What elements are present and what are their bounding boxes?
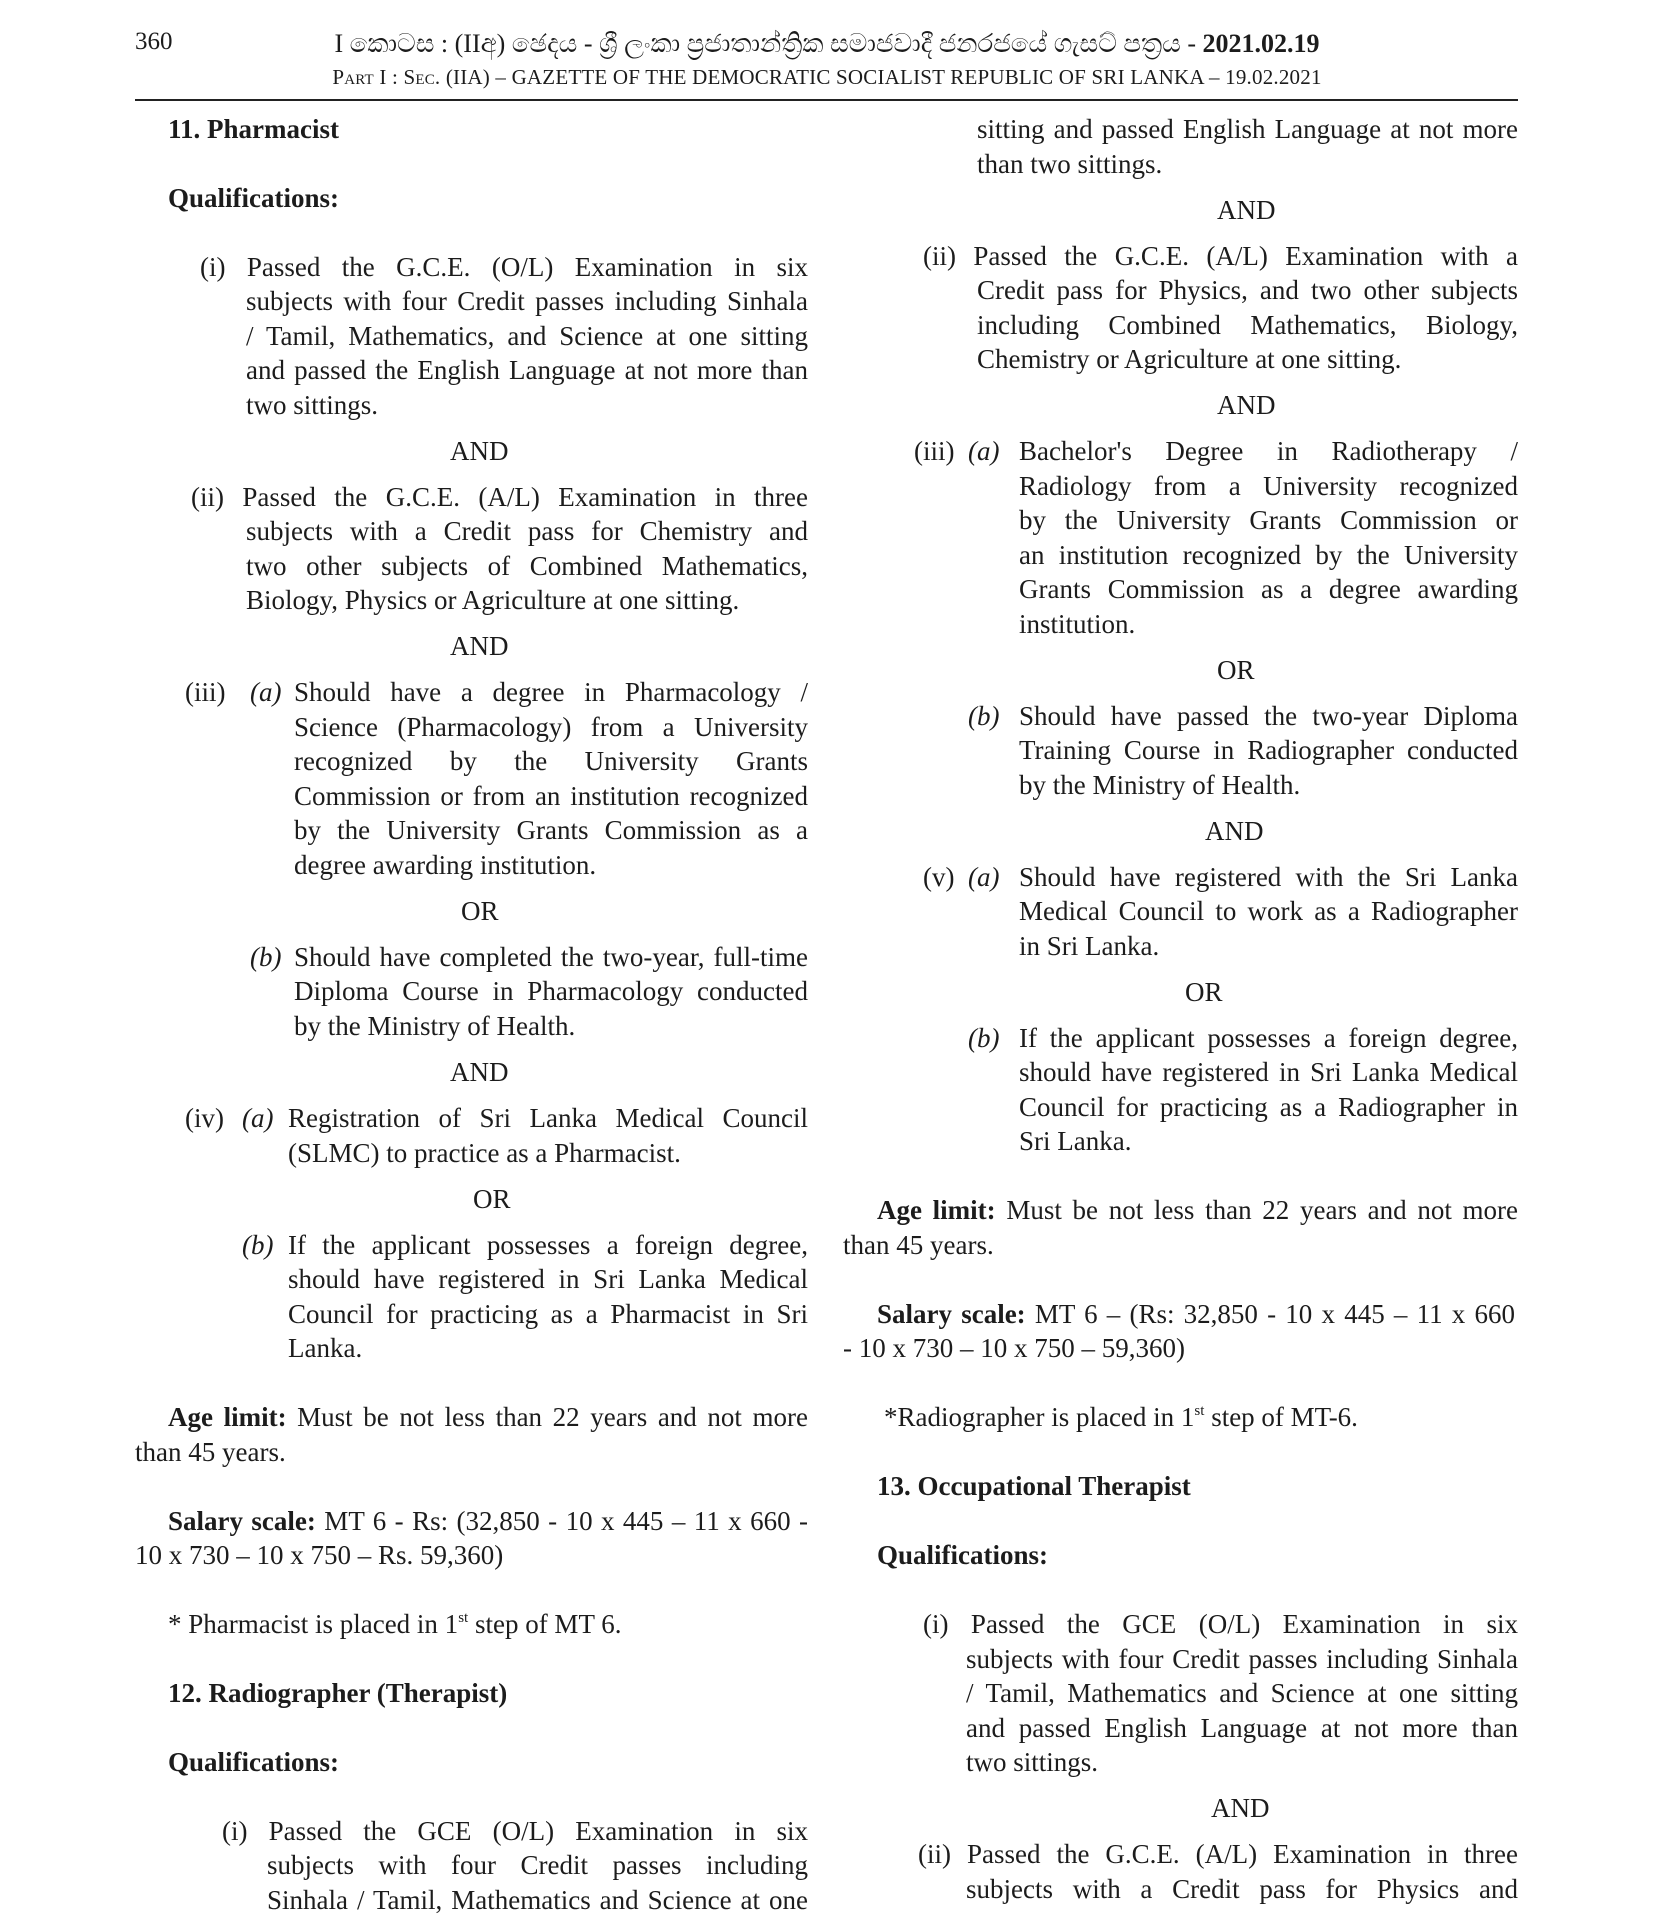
english-header: Part I : Sec. (IIA) – GAZETTE OF THE DEMOCRATIC SOCIALIST REPUBLIC OF SRI LANKA – 19.02.2021 — [332, 65, 1322, 89]
or-separator: OR — [473, 1184, 511, 1214]
section-11-qualifications: Qualifications: — [168, 183, 340, 213]
section-12-qualifications: Qualifications: — [168, 1747, 340, 1777]
or-separator: OR — [1185, 977, 1223, 1007]
section-12-note: *Radiographer is placed in 1st step of MT-6. — [884, 1402, 1358, 1432]
sinhala-date: 2021.02.19 — [1202, 29, 1320, 58]
section-12-heading: 12. Radiographer (Therapist) — [168, 1678, 508, 1708]
or-separator: OR — [1217, 655, 1255, 685]
and-separator: AND — [1211, 1793, 1270, 1823]
and-separator: AND — [450, 436, 509, 466]
section-11-heading: 11. Pharmacist — [168, 114, 339, 144]
sinhala-title: I කොටස : (IIඅ) ඡෙදය - ශ්‍රී ලංකා ප්‍රජාතාන්ත්‍රික සමාජවාදී ජනරජයේ ගැසට් පත්‍රය — [334, 29, 1181, 58]
sinhala-header: I කොටස : (IIඅ) ඡෙදය - ශ්‍රී ලංකා ප්‍රජාතාන්ත්‍රික සමාජවාදී ජනරජයේ ගැසට් පත්‍රය - 2021.02.19 — [334, 29, 1320, 58]
header-rule — [135, 99, 1518, 101]
section-13-qualifications: Qualifications: — [877, 1540, 1049, 1570]
and-separator: AND — [1217, 390, 1276, 420]
and-separator: AND — [1205, 816, 1264, 846]
and-separator: AND — [1217, 195, 1276, 225]
and-separator: AND — [450, 1057, 509, 1087]
and-separator: AND — [450, 631, 509, 661]
page-number: 360 — [135, 28, 173, 55]
section-13-heading: 13. Occupational Therapist — [877, 1471, 1191, 1501]
or-separator: OR — [461, 896, 499, 926]
section-11-note: * Pharmacist is placed in 1st step of MT 6. — [168, 1609, 622, 1639]
